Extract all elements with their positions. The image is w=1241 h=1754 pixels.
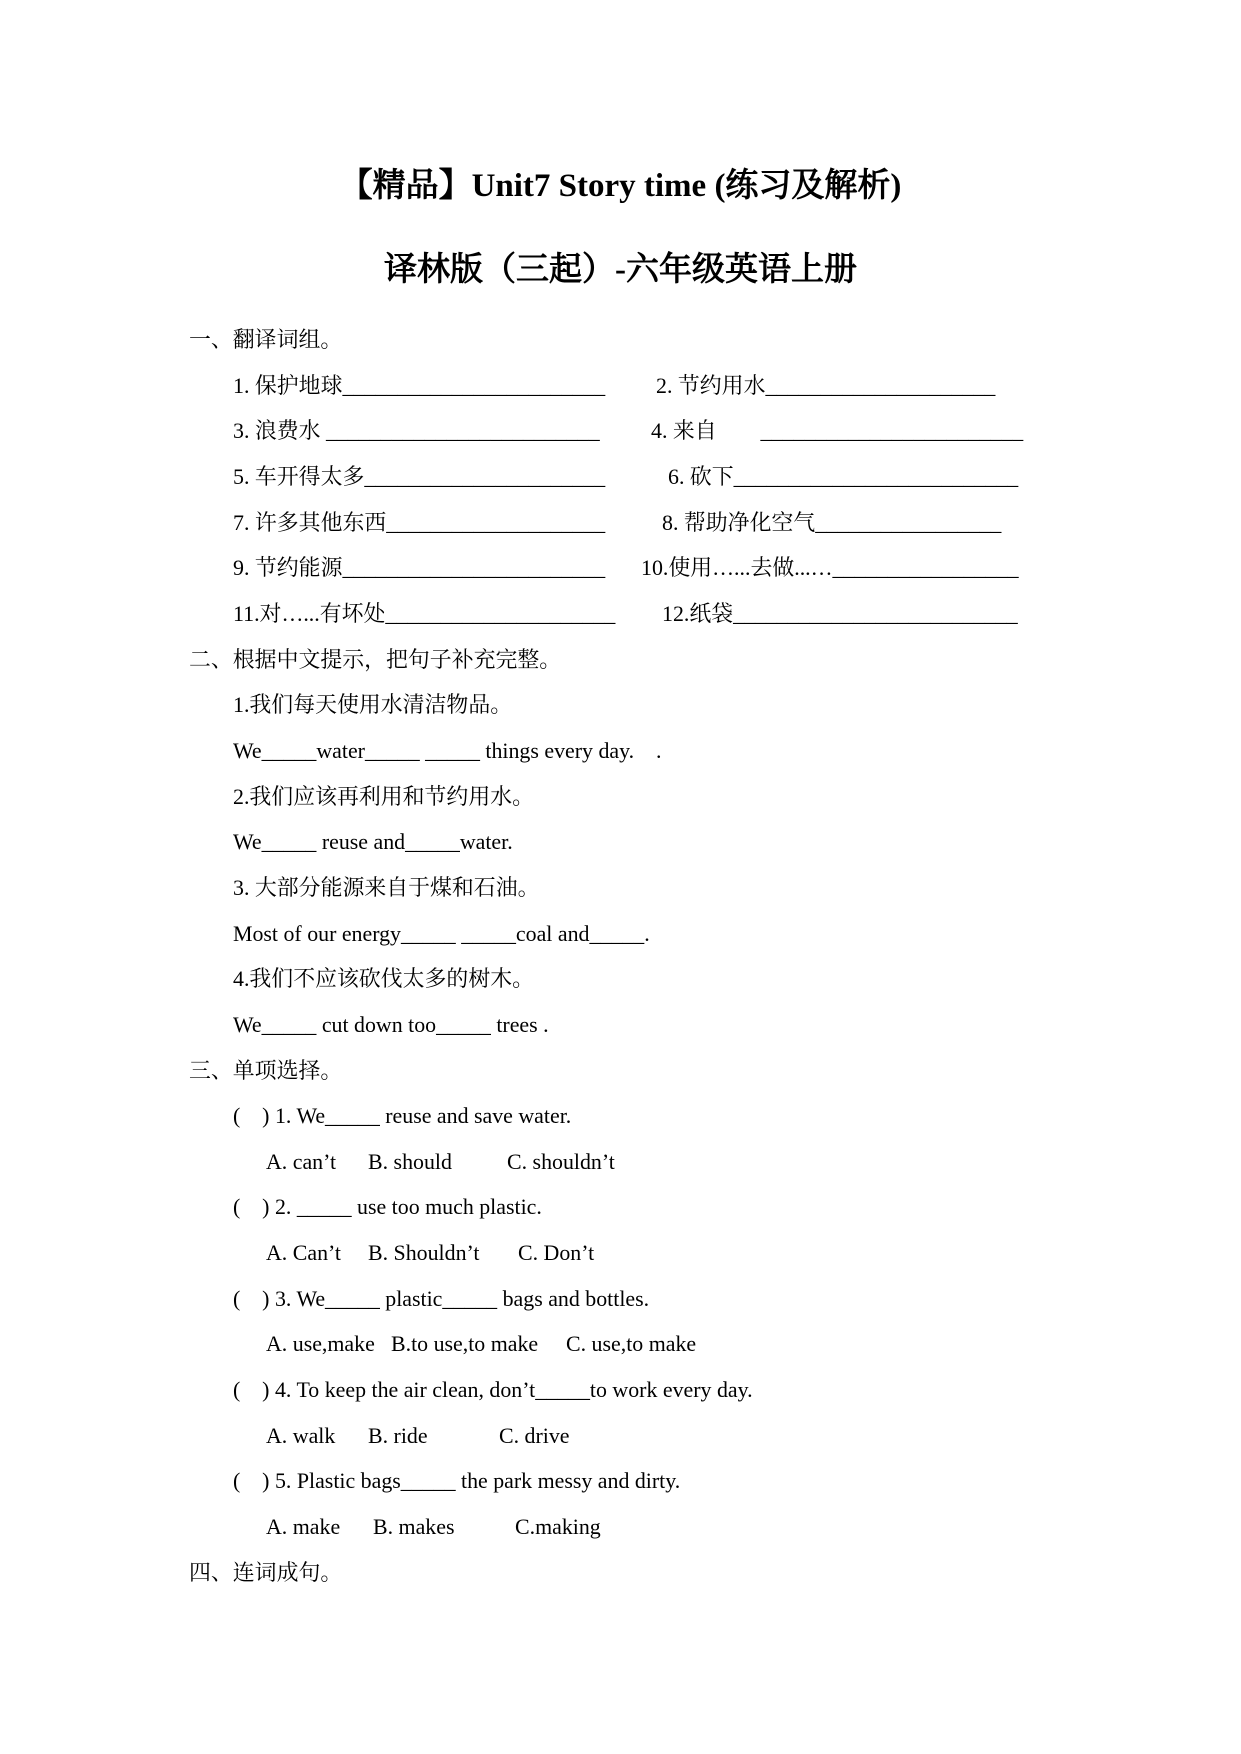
english-sentence-line <box>0 728 1241 774</box>
option-b: B. Shouldn’t <box>368 1240 480 1266</box>
choice-options-line <box>0 1504 1241 1550</box>
option-c: C. use,to make <box>566 1331 697 1357</box>
phrase-row <box>0 591 1241 637</box>
section-heading: 一、翻译词组。 <box>189 327 343 352</box>
choice-question-line <box>0 1276 1241 1322</box>
english-sentence: We_____ reuse and_____water. <box>233 829 513 855</box>
english-sentence-line <box>0 1002 1241 1048</box>
phrase-item: 3. 浪费水 _________________________ <box>233 418 600 444</box>
choice-question-line <box>0 1367 1241 1413</box>
choice-options-line <box>0 1321 1241 1367</box>
option-a: A. make <box>266 1514 341 1540</box>
phrase-row <box>0 454 1241 500</box>
choice-question-stem: ( ) 1. We_____ reuse and save water. <box>233 1103 572 1129</box>
phrase-item: 10.使用…...去做...…_________________ <box>641 555 1019 581</box>
section-heading-complete <box>0 637 1241 683</box>
option-a: A. use,make <box>266 1331 375 1357</box>
worksheet-content <box>0 317 1241 1595</box>
phrase-item: 2. 节约用水_____________________ <box>656 372 996 398</box>
document-subtitle: 译林版（三起）-六年级英语上册 <box>384 252 857 288</box>
option-a: A. Can’t <box>266 1240 341 1266</box>
option-b: B. ride <box>368 1422 428 1448</box>
choice-question-stem: ( ) 2. _____ use too much plastic. <box>233 1194 542 1220</box>
phrase-item: 11.对…...有坏处_____________________ <box>233 600 616 626</box>
phrase-row <box>0 363 1241 409</box>
english-sentence-line <box>0 911 1241 957</box>
chinese-prompt: 4.我们不应该砍伐太多的树木。 <box>233 966 534 992</box>
choice-options-line <box>0 1139 1241 1185</box>
phrase-item: 7. 许多其他东西____________________ <box>233 509 606 535</box>
section-heading-choice <box>0 1048 1241 1094</box>
option-a: A. walk <box>266 1422 336 1448</box>
phrase-row <box>0 408 1241 454</box>
option-c: C. Don’t <box>518 1240 595 1266</box>
choice-question-line <box>0 1093 1241 1139</box>
section-heading-sentence-building <box>0 1550 1241 1596</box>
chinese-prompt: 3. 大部分能源来自于煤和石油。 <box>233 874 540 900</box>
chinese-prompt: 1.我们每天使用水清洁物品。 <box>233 692 513 718</box>
english-sentence: Most of our energy_____ _____coal and_____. <box>233 920 650 946</box>
english-sentence: We_____water_____ _____ things every day. . <box>233 737 662 763</box>
phrase-row <box>0 500 1241 546</box>
chinese-prompt-line <box>0 865 1241 911</box>
section-heading: 四、连词成句。 <box>189 1559 343 1585</box>
choice-question-stem: ( ) 4. To keep the air clean, don’t_____to work every day. <box>233 1377 753 1403</box>
option-b: B. makes <box>373 1514 455 1540</box>
choice-question-line <box>0 1184 1241 1230</box>
chinese-prompt-line <box>0 774 1241 820</box>
chinese-prompt-line <box>0 956 1241 1002</box>
english-sentence-line <box>0 819 1241 865</box>
phrase-item: 9. 节约能源________________________ <box>233 555 606 581</box>
phrase-item: 6. 砍下__________________________ <box>668 463 1019 489</box>
phrase-item: 5. 车开得太多______________________ <box>233 463 606 489</box>
phrase-item: 4. 来自 ________________________ <box>651 418 1024 444</box>
section-heading-translate <box>0 317 1241 363</box>
chinese-prompt: 2.我们应该再利用和节约用水。 <box>233 783 534 809</box>
option-a: A. can’t <box>266 1148 337 1174</box>
choice-options-line <box>0 1230 1241 1276</box>
phrase-item: 1. 保护地球________________________ <box>233 372 606 398</box>
chinese-prompt-line <box>0 682 1241 728</box>
option-c: C.making <box>515 1514 601 1540</box>
choice-question-stem: ( ) 5. Plastic bags_____ the park messy and dirty. <box>233 1468 681 1494</box>
english-sentence: We_____ cut down too_____ trees . <box>233 1011 549 1037</box>
choice-options-line <box>0 1413 1241 1459</box>
phrase-item: 12.纸袋__________________________ <box>662 600 1018 626</box>
phrase-item: 8. 帮助净化空气_________________ <box>662 509 1002 535</box>
section-heading: 三、单项选择。 <box>189 1057 343 1083</box>
document-title: 【精品】Unit7 Story time (练习及解析) <box>339 168 902 204</box>
choice-question-line <box>0 1458 1241 1504</box>
option-c: C. shouldn’t <box>507 1148 615 1174</box>
phrase-row <box>0 545 1241 591</box>
option-b: B.to use,to make <box>391 1331 539 1357</box>
option-c: C. drive <box>499 1422 570 1448</box>
option-b: B. should <box>368 1148 452 1174</box>
section-heading: 二、根据中文提示，把句子补充完整。 <box>189 646 562 672</box>
choice-question-stem: ( ) 3. We_____ plastic_____ bags and bottles. <box>233 1285 650 1311</box>
